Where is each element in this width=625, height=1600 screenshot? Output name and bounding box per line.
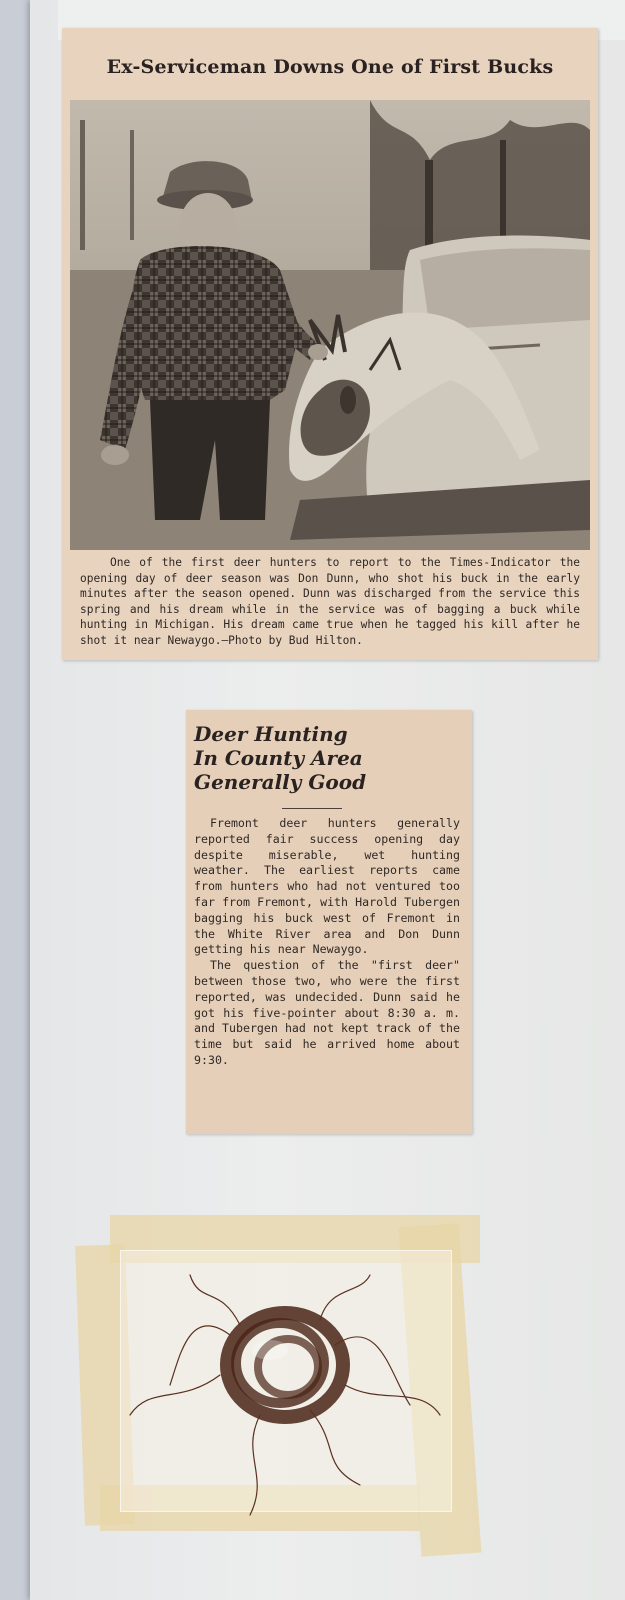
clipping-headline: Ex-Serviceman Downs One of First Bucks <box>106 56 554 78</box>
headline-line-2: In County Area <box>194 746 363 770</box>
hunter-with-deer-photo-icon <box>70 100 590 550</box>
headline-line-1: Deer Hunting <box>194 722 348 746</box>
photo-caption: One of the first deer hunters to report to the Times-Indicator the opening day of deer season was Don Dunn, who shot his buck in the early minutes after the season opened. Dunn was discharged from the service this spring and his dream while in the service was of bagging a buck while hunting in Michigan. His dream came true when he tagged his kill after he shot it near Newaygo.—Photo by Bud Hilton. <box>80 556 580 647</box>
taped-hair-specimen <box>80 1215 490 1555</box>
headline-line-3: Generally Good <box>194 770 367 794</box>
news-photo <box>70 100 590 550</box>
headline-divider <box>282 808 342 809</box>
article-paragraph-2: The question of the "first deer" between those two, who were the first reported, was undecided. Dunn said he got his five-pointer about 8:30 a. m. and Tubergen had not kept track of the time but said he arrived home about 9:30. <box>194 958 460 1067</box>
newspaper-clipping-photo <box>62 28 598 660</box>
hair-lock-icon <box>80 1215 490 1555</box>
article-body <box>194 816 460 1069</box>
article-headline <box>194 722 464 794</box>
newspaper-clipping-article <box>186 710 472 1134</box>
article-paragraph-1: Fremont deer hunters generally reported fair success opening day despite miserable, wet hunting weather. The earliest reports came from hunters who had not ventured too far from Fremont, with Harold Tubergen bagging his buck west of Fremont in the White River area and Don Dunn getting his near Newaygo. <box>194 816 460 957</box>
